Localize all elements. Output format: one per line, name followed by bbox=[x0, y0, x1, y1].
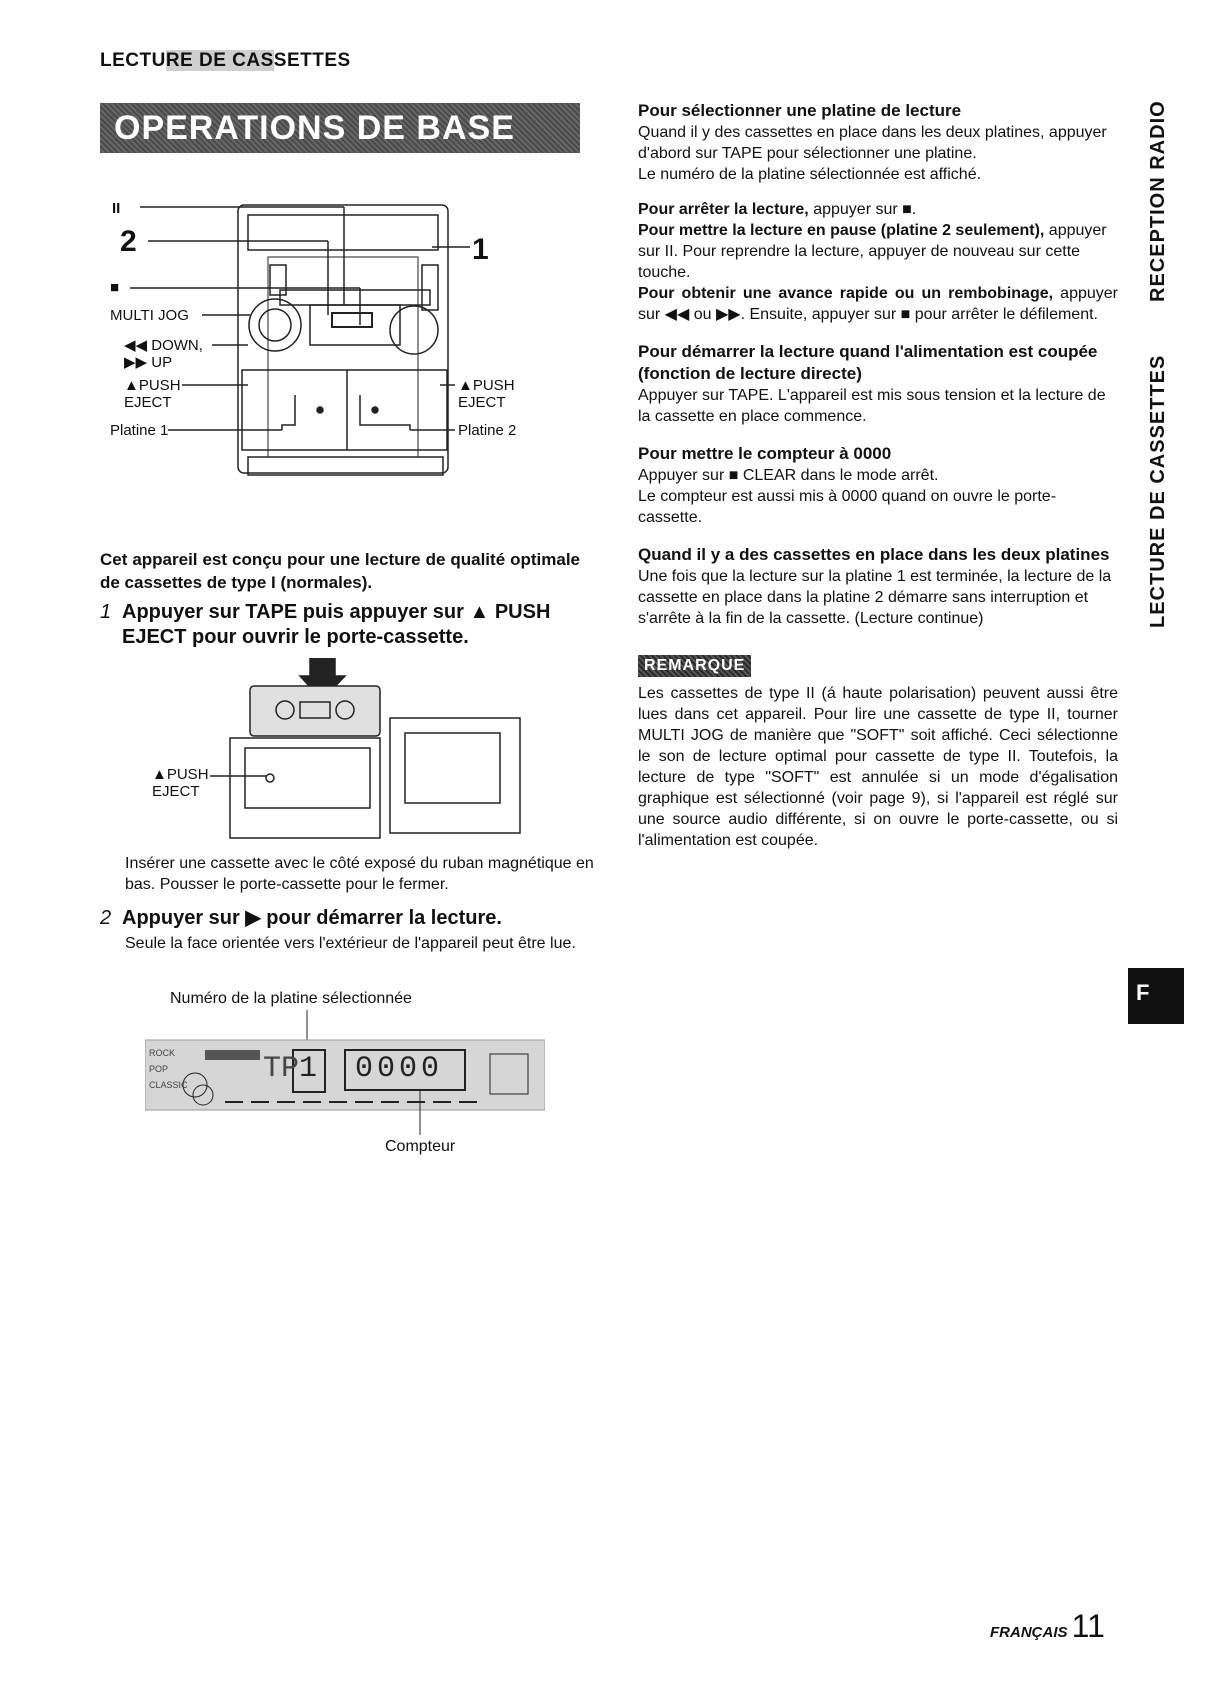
eq-rock-label: ROCK bbox=[149, 1048, 176, 1058]
step-2-description: Seule la face orientée vers l'extérieur de l'appareil peut être lue. bbox=[125, 935, 576, 952]
language-tab-letter: F bbox=[1136, 980, 1150, 1005]
display-illustration bbox=[145, 1010, 545, 1135]
page-number: 11 bbox=[1071, 1608, 1105, 1644]
footer-language: FRANÇAIS bbox=[990, 1624, 1068, 1641]
counter-reset-text-2: Le compteur est aussi mis à 0000 quand on ouvre le porte-cassette. bbox=[638, 488, 1057, 526]
fig2-push-label: ▲PUSH bbox=[152, 766, 209, 783]
stop-instruction bbox=[638, 199, 1118, 220]
ffwd-rewind-bold: Pour obtenir une avance rapide ou un rembobinage, bbox=[638, 285, 1054, 302]
push-right-label: ▲PUSH bbox=[458, 377, 515, 394]
section-header bbox=[100, 50, 351, 72]
step-1-text: Appuyer sur TAPE puis appuyer sur ▲ PUSH EJECT pour ouvrir le porte-cassette. bbox=[122, 601, 551, 648]
direct-play-heading: Pour démarrer la lecture quand l'alimentation est coupée (fonction de lecture directe) bbox=[638, 342, 1098, 383]
stop-instruction-text: appuyer sur ■. bbox=[813, 201, 917, 218]
select-deck-text-1: Quand il y des cassettes en place dans les deux platines, appuyer d'abord sur TAPE pour sélectionner une platine. bbox=[638, 124, 1107, 162]
fig2-eject-label: EJECT bbox=[152, 783, 200, 800]
section-header-highlight: RE DE CAS bbox=[165, 50, 274, 71]
eject-left-label: EJECT bbox=[124, 394, 172, 411]
side-tab-radio: RECEPTION RADIO bbox=[1147, 100, 1169, 302]
right-column bbox=[638, 100, 1118, 851]
remarque-badge-row bbox=[638, 655, 1118, 677]
display-deck-number: 1 bbox=[299, 1052, 318, 1086]
pause-instruction-bold: Pour mettre la lecture en pause (platine 2 seulement), bbox=[638, 222, 1045, 239]
push-left-label: ▲PUSH bbox=[124, 377, 181, 394]
step-2-number: 2 bbox=[100, 907, 112, 929]
step-2 bbox=[100, 906, 590, 931]
callout-2-label: 2 bbox=[120, 225, 137, 258]
remarque-badge: REMARQUE bbox=[638, 655, 751, 677]
direct-play-text: Appuyer sur TAPE. L'appareil est mis sous tension et la lecture de la cassette en place commence. bbox=[638, 387, 1106, 425]
side-index-tabs bbox=[1145, 90, 1175, 630]
multi-jog-label: MULTI JOG bbox=[110, 307, 189, 324]
cassette-insert-illustration bbox=[150, 658, 530, 843]
page-title-banner: OPERATIONS DE BASE bbox=[100, 103, 580, 153]
eject-right-label: EJECT bbox=[458, 394, 506, 411]
side-tab-cassettes: LECTURE DE CASSETTES bbox=[1147, 354, 1169, 628]
cassette-insert-figure bbox=[150, 658, 530, 843]
counter-reset-text-1: Appuyer sur ■ CLEAR dans le mode arrêt. bbox=[638, 467, 939, 484]
ffwd-rewind-instruction bbox=[638, 283, 1118, 325]
up-label: ▶▶ UP bbox=[124, 354, 173, 371]
language-tab bbox=[1128, 968, 1184, 1024]
step-1-number: 1 bbox=[100, 601, 112, 623]
page-footer bbox=[990, 1608, 1105, 1645]
pause-instruction-text: appuyer sur II. Pour reprendre la lecture, appuyer de nouveau sur cette touche. bbox=[638, 222, 1107, 281]
remarque-text: Les cassettes de type II (á haute polarisation) peuvent aussi être lues dans cet appareil. Pour lire une cassette de type II, tourner MULTI JOG de manière que "SOFT" soit affiché. Ceci sélectionne le son de lecture optimal pour cassette de type II. Toutefois, la lecture de type "SOFT" est annulée si un mode d'égalisation graphique est sélectionné (voir page 9), si l'appareil est réglé sur une source audio différente, si on ouvre le porte-cassette, ou si l'alimentation est coupée. bbox=[638, 685, 1118, 849]
step-1 bbox=[100, 600, 590, 650]
stop-label: ■ bbox=[110, 279, 120, 296]
pause-label: II bbox=[112, 200, 121, 217]
continuous-play-heading: Quand il y a des cassettes en place dans les deux platines bbox=[638, 545, 1110, 564]
eq-pop-label: POP bbox=[149, 1064, 169, 1074]
step-2-text: Appuyer sur ▶ pour démarrer la lecture. bbox=[122, 907, 502, 929]
ffwd-rewind-text: appuyer sur ◀◀ ou ▶▶. Ensuite, appuyer sur ■ pour arrêter le défilement. bbox=[638, 285, 1118, 323]
intro-text: Cet appareil est conçu pour une lecture de qualité optimale de cassettes de type I (normales). bbox=[100, 550, 580, 592]
display-tp-text: TP bbox=[263, 1052, 300, 1086]
counter-caption: Compteur bbox=[385, 1138, 456, 1155]
counter-reset-heading: Pour mettre le compteur à 0000 bbox=[638, 444, 892, 463]
down-label: ◀◀ DOWN, bbox=[124, 337, 203, 354]
stereo-unit-figure bbox=[110, 195, 580, 495]
stop-instruction-bold: Pour arrêter la lecture, bbox=[638, 201, 809, 218]
platine-2-label: Platine 2 bbox=[458, 422, 517, 439]
display-figure bbox=[145, 1010, 545, 1135]
section-header-suffix: SETTES bbox=[273, 50, 351, 71]
display-counter: 0000 bbox=[355, 1052, 444, 1086]
callout-1-label: 1 bbox=[472, 233, 489, 266]
insert-instructions: Insérer une cassette avec le côté exposé du ruban magnétique en bas. Pousser le porte-cassette pour le fermer. bbox=[125, 855, 594, 893]
select-deck-heading: Pour sélectionner une platine de lecture bbox=[638, 101, 962, 120]
continuous-play-text: Une fois que la lecture sur la platine 1 est terminée, la lecture de la cassette en place dans la platine 2 démarre sans interruption et s'arrête à la fin de la cassette. (Lecture continue) bbox=[638, 568, 1112, 627]
pause-instruction bbox=[638, 220, 1118, 283]
eq-classic-label: CLASSIC bbox=[149, 1080, 188, 1090]
select-deck-text-2: Le numéro de la platine sélectionnée est affiché. bbox=[638, 166, 982, 183]
platine-1-label: Platine 1 bbox=[110, 422, 169, 439]
section-header-prefix: LECTU bbox=[100, 50, 166, 71]
deck-number-caption: Numéro de la platine sélectionnée bbox=[170, 990, 412, 1007]
